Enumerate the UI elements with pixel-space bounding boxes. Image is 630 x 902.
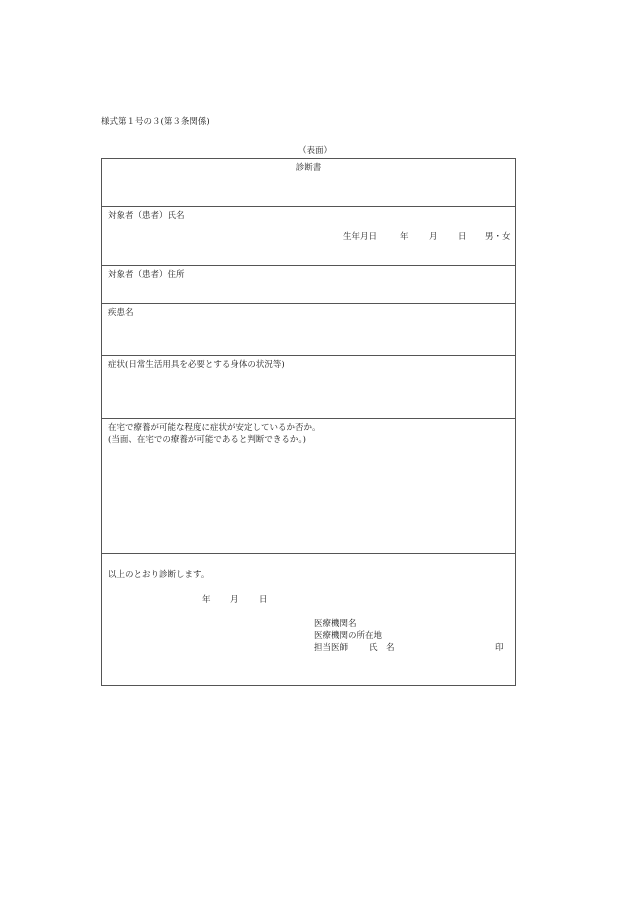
symptom-label: 症状(日常生活用具を必要とする身体の状況等) bbox=[108, 360, 285, 370]
title-row bbox=[102, 159, 515, 207]
doctor-name-label: 氏 名 bbox=[369, 643, 395, 653]
diagnosis-day-label: 日 bbox=[259, 595, 268, 605]
home-care-question: 在宅で療養が可能な程度に症状が安定しているか否か。 bbox=[108, 423, 321, 433]
signature-row bbox=[102, 554, 515, 687]
disease-label: 疾患名 bbox=[108, 308, 134, 318]
patient-address-label: 対象者（患者）住所 bbox=[108, 270, 185, 280]
form-number: 様式第１号の３(第３条関係) bbox=[101, 117, 210, 127]
seal-label: 印 bbox=[495, 643, 504, 653]
symptom-row bbox=[102, 356, 515, 419]
birth-month-label: 月 bbox=[429, 232, 438, 242]
side-label: （表面） bbox=[298, 146, 333, 156]
doctor-label: 担当医師 bbox=[314, 643, 349, 653]
diagnosis-year-label: 年 bbox=[202, 595, 211, 605]
document-title: 診断書 bbox=[295, 163, 322, 173]
institution-address-label: 医療機関の所在地 bbox=[314, 631, 383, 641]
birth-day-label: 日 bbox=[458, 232, 467, 242]
home-care-note: (当面、在宅での療養が可能であると判断できるか。) bbox=[108, 435, 306, 445]
diagnosis-month-label: 月 bbox=[230, 595, 239, 605]
patient-address-row bbox=[102, 266, 515, 304]
disease-row bbox=[102, 304, 515, 356]
diagnosis-form bbox=[101, 158, 516, 686]
birth-year-label: 年 bbox=[400, 232, 409, 242]
patient-name-label: 対象者（患者）氏名 bbox=[108, 211, 185, 221]
birth-date-label: 生年月日 bbox=[343, 232, 378, 242]
sex-label: 男・女 bbox=[485, 232, 511, 242]
patient-name-row bbox=[102, 207, 515, 266]
institution-name-label: 医療機関名 bbox=[314, 619, 357, 629]
declaration-text: 以上のとおり診断します。 bbox=[108, 570, 210, 580]
home-care-row bbox=[102, 419, 515, 554]
